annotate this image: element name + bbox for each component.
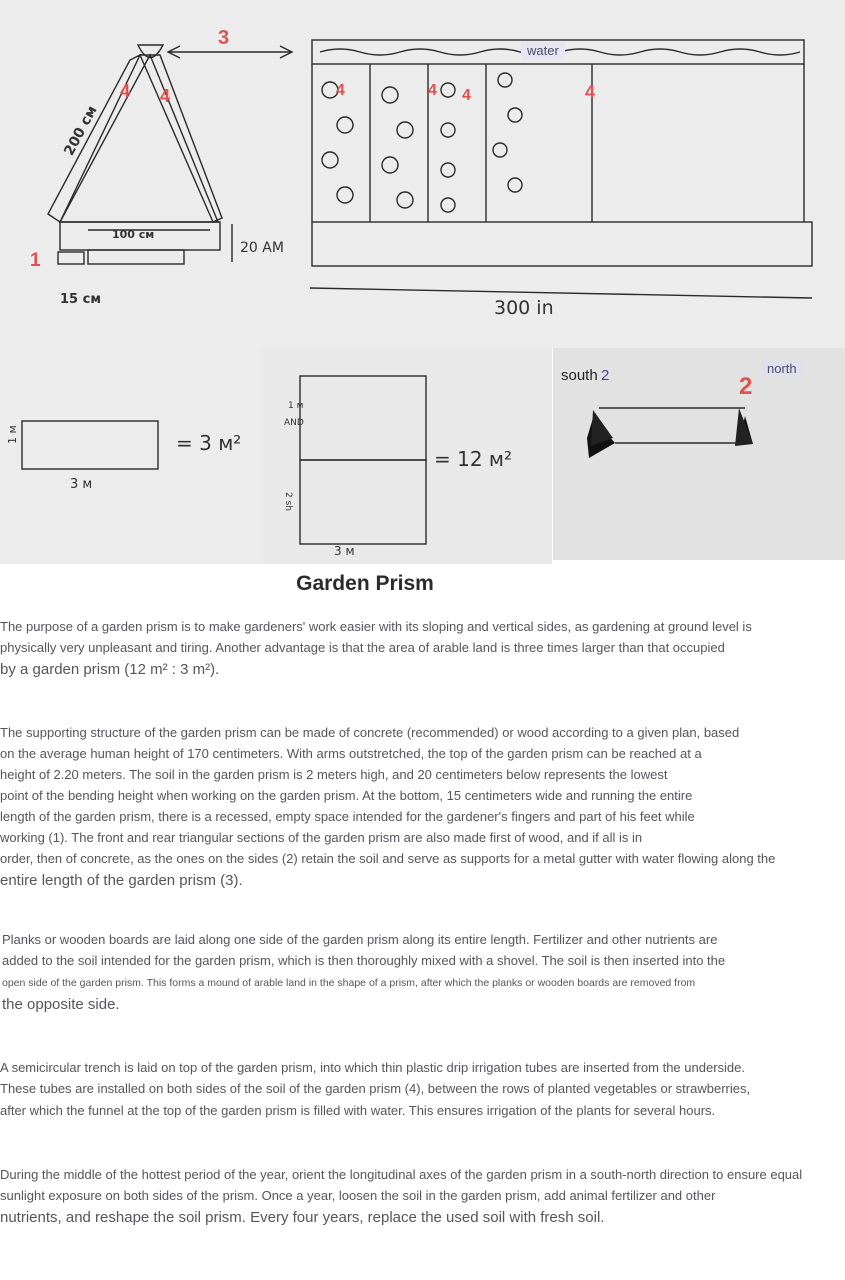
prism-sketch — [0, 0, 845, 348]
length-arrow — [310, 288, 812, 298]
and-label: AND — [284, 418, 304, 428]
foot-slab — [88, 250, 184, 264]
callout-4-left: 4 — [120, 81, 131, 101]
prism-sketch-panel — [0, 0, 845, 348]
callout-4-right: 4 — [160, 86, 171, 106]
callout-4-side-c: 4 — [462, 87, 471, 104]
gap-number: 3 — [218, 27, 230, 49]
paragraph-line: entire length of the garden prism (3). — [0, 872, 243, 889]
paragraph-line: height of 2.20 meters. The soil in the garden prism is 2 meters high, and 20 centimeters below represents the lowest — [0, 767, 668, 782]
footprint-rect — [22, 421, 158, 469]
paragraph-1 — [0, 616, 830, 682]
paragraph-line: sunlight exposure on both sides of the prism. Once a year, loosen the soil in the garden prism, add animal fertilizer and other — [0, 1188, 716, 1203]
north-number: 2 — [739, 373, 753, 400]
north-label: north — [761, 360, 803, 377]
paragraph-5 — [0, 1164, 830, 1230]
upper-side-label: 1 м — [288, 401, 304, 411]
soil-depth-label: 20 AM — [240, 240, 284, 256]
paragraph-line: nutrients, and reshape the soil prism. Every four years, replace the used soil with fresh soil. — [0, 1209, 605, 1226]
paragraph-line: The purpose of a garden prism is to make gardeners' work easier with its sloping and vertical sides, as gardening at ground level is — [0, 619, 752, 634]
paragraph-line: the opposite side. — [2, 996, 120, 1013]
paragraph-2 — [0, 722, 830, 893]
north-end-face — [735, 408, 753, 446]
plants — [322, 73, 522, 212]
paragraph-line: Planks or wooden boards are laid along one side of the garden prism along its entire length. Fertilizer and other nutrients are — [2, 932, 718, 947]
foot-recess — [58, 252, 84, 264]
paragraph-line: point of the bending height when working on the garden prism. At the bottom, 15 centimeters wide and running the entire — [0, 788, 693, 803]
footprint-width-label: 3 м — [70, 477, 93, 492]
arable-width-label: 3 м — [334, 544, 355, 558]
base-width-label: 100 см — [112, 228, 155, 241]
paragraph-line: physically very unpleasant and tiring. Another advantage is that the area of arable land is three times larger than that occupied — [0, 640, 725, 655]
paragraph-3 — [2, 929, 832, 1015]
paragraph-line: after which the funnel at the top of the garden prism is filled with water. This ensures irrigation of the plants for several hours. — [0, 1103, 716, 1118]
upper-rect — [300, 376, 426, 460]
paragraph-line: added to the soil intended for the garden prism, which is then thoroughly mixed with a shovel. The soil is then inserted into the — [2, 953, 726, 968]
footprint-side-label: 1 м — [6, 425, 19, 444]
page-title: Garden Prism — [296, 572, 434, 595]
paragraph-line: A semicircular trench is laid on top of the garden prism, into which thin plastic drip irrigation tubes are inserted from the underside. — [0, 1060, 745, 1075]
length-label: 300 in — [494, 297, 554, 319]
paragraph-line: by a garden prism (12 m² : 3 m²). — [0, 661, 220, 678]
paragraph-line: order, then of concrete, as the ones on the sides (2) retain the soil and serve as supports for a metal gutter with water flowing along the — [0, 851, 776, 866]
orientation-panel — [553, 348, 845, 560]
paragraph-line: These tubes are installed on both sides of the soil of the garden prism (4), between the rows of planted vegetables or strawberries, — [0, 1081, 751, 1096]
south-label: south — [561, 367, 598, 384]
lower-side-label: 2 sh — [283, 492, 293, 511]
footprint-area-label: = 3 м² — [176, 431, 242, 455]
footprint-sketch — [0, 348, 262, 564]
side-base — [312, 222, 812, 266]
callout-4-side-a: 4 — [336, 82, 345, 99]
paragraph-line: on the average human height of 170 centimeters. With arms outstretched, the top of the garden prism can be reached at a — [0, 746, 702, 761]
paragraph-line: working (1). The front and rear triangular sections of the garden prism are also made first of wood, and if all is in — [0, 830, 643, 845]
callout-1: 1 — [30, 250, 41, 271]
paragraph-line: length of the garden prism, there is a recessed, empty space intended for the gardener's fingers and part of his feet while — [0, 809, 695, 824]
callout-4-side-d: 4 — [585, 82, 596, 102]
height-label: 200 см — [61, 103, 101, 159]
right-board — [140, 55, 222, 222]
foot-width-label: 15 см — [60, 292, 101, 307]
south-number: 2 — [601, 367, 610, 384]
paragraph-line: During the middle of the hottest period of the year, orient the longitudinal axes of the garden prism in a south-north direction to ensure equal — [0, 1167, 803, 1182]
arable-area-panel — [262, 348, 552, 564]
lower-rect — [300, 460, 426, 544]
footprint-panel — [0, 348, 262, 564]
orientation-sketch — [553, 348, 845, 560]
paragraph-line: open side of the garden prism. This forms a mound of arable land in the shape of a prism, after which the planks or wooden boards are removed from — [2, 977, 696, 989]
callout-4-side-b: 4 — [428, 82, 437, 99]
paragraph-line: The supporting structure of the garden prism can be made of concrete (recommended) or wood according to a given plan, based — [0, 725, 740, 740]
arable-area-label: = 12 м² — [434, 447, 513, 471]
arable-area-sketch — [262, 348, 552, 564]
paragraph-4 — [0, 1057, 830, 1123]
water-label: water — [521, 42, 565, 59]
